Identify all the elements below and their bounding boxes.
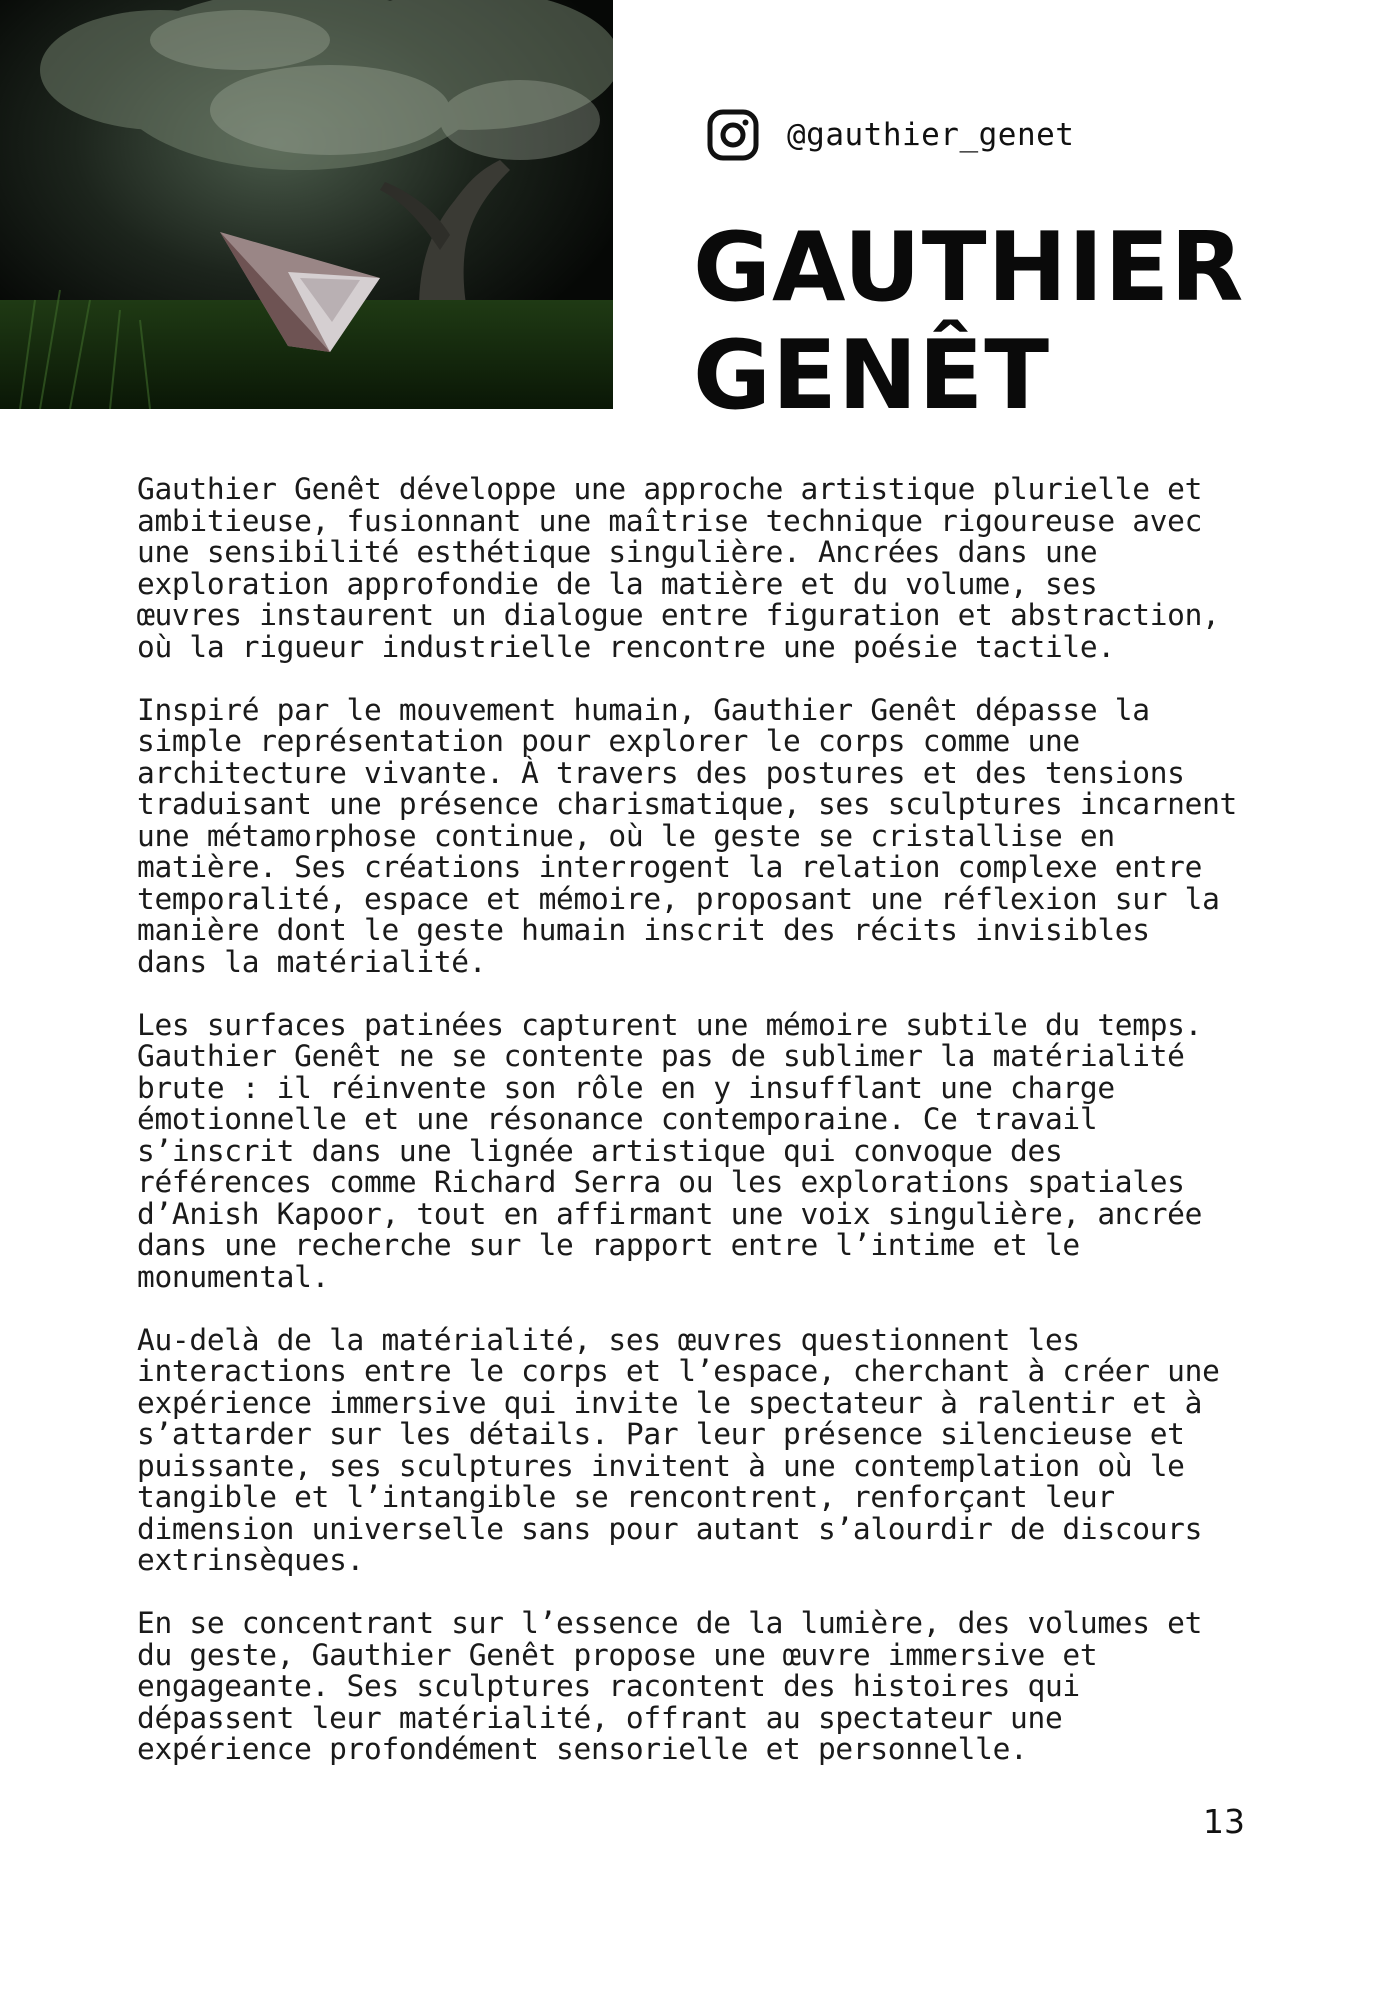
artist-name-title: [693, 214, 1244, 430]
paragraph: Gauthier Genêt développe une approche artistique plurielle et ambitieuse, fusionnant une maîtrise technique rigoureuse avec une sensibilité esthétique singulière. Ancrées dans une exploration approfondie de la matière et du volume, ses œuvres instaurent un dialogue entre figuration et abstraction, où la rigueur industrielle rencontre une poésie tactile.: [137, 472, 1220, 664]
title-line-1: GAUTHIER: [693, 213, 1245, 323]
title-line-2: GENÊT: [693, 321, 1051, 431]
instagram-handle[interactable]: [707, 107, 1074, 163]
paragraph: Les surfaces patinées capturent une mémoire subtile du temps. Gauthier Genêt ne se contente pas de sublimer la matérialité brute : il réinvente son rôle en y insufflant une charge émotionnelle et une résonance contemporaine. Ce travail s’inscrit dans une lignée artistique qui convoque des références comme Richard Serra ou les explorations spatiales d’Anish Kapoor, tout en affirmant une voix singulière, ancrée dans une recherche sur le rapport entre l’intime et le monumental.: [137, 1007, 1203, 1294]
biography-text: [137, 474, 1252, 1797]
page-number: 13: [1203, 1802, 1245, 1841]
instagram-icon: [707, 109, 759, 161]
instagram-handle-text[interactable]: @gauthier_genet: [787, 117, 1075, 153]
sculpture-photo: [0, 0, 613, 409]
paragraph: Au-delà de la matérialité, ses œuvres questionnent les interactions entre le corps et l’espace, cherchant à créer une expérience immersive qui invite le spectateur à ralentir et à s’attarder sur les détails. Par leur présence silencieuse et puissante, ses sculptures invitent à une contemplation où le tangible et l’intangible se rencontrent, renforçant leur dimension universelle sans pour autant s’alourdir de discours extrinsèques.: [137, 1322, 1220, 1577]
paragraph: Inspiré par le mouvement humain, Gauthier Genêt dépasse la simple représentation pour explorer le corps comme une architecture vivante. À travers des postures et des tensions traduisant une présence charismatique, ses sculptures incarnent une métamorphose continue, où le geste se cristallise en matière. Ses créations interrogent la relation complexe entre temporalité, espace et mémoire, proposant une réflexion sur la manière dont le geste humain inscrit des récits invisibles dans la matérialité.: [137, 692, 1238, 979]
paragraph: En se concentrant sur l’essence de la lumière, des volumes et du geste, Gauthier Genêt propose une œuvre immersive et engageante. Ses sculptures racontent des histoires qui dépassent leur matérialité, offrant au spectateur une expérience profondément sensorielle et personnelle.: [137, 1606, 1203, 1766]
